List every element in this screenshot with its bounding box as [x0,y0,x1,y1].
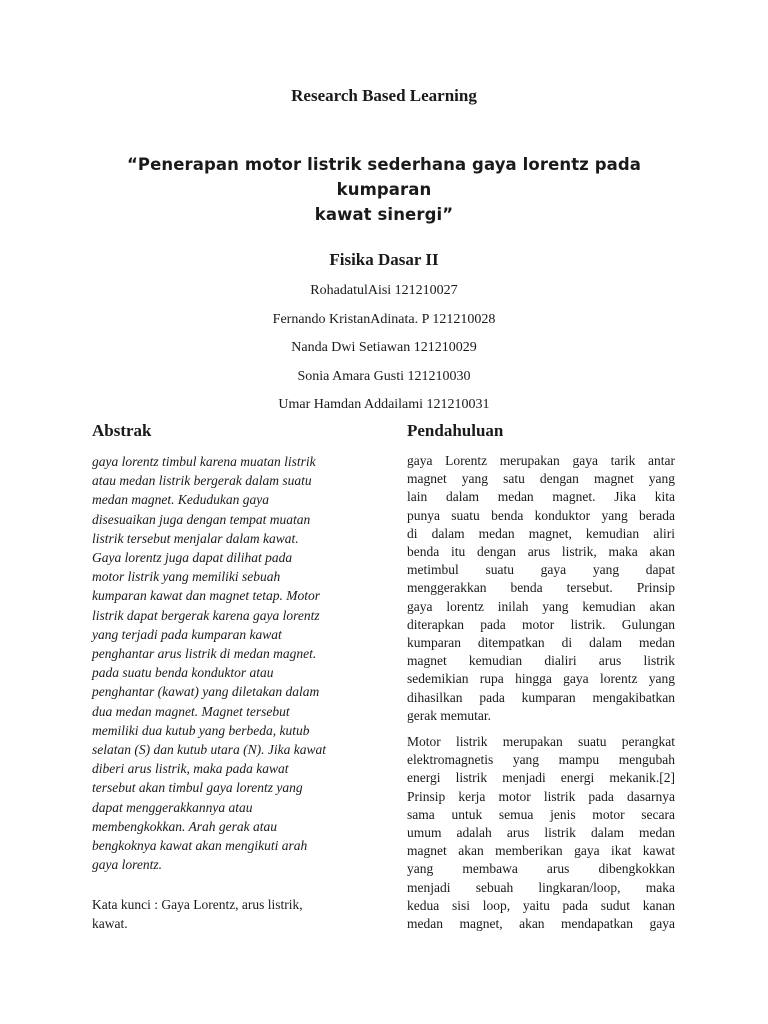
introduction-line: Prinsip kerja motor listrik pada dasarnya [407,788,675,804]
introduction-line: medan magnet, akan mendapatkan gaya [407,916,675,932]
introduction-line: punya suatu benda konduktor yang berada [407,507,675,523]
abstract-line: listrik tersebut menjalar dalam kawat. [92,530,299,546]
abstract-line: kumparan kawat dan magnet tetap. Motor [92,588,320,604]
introduction-line: Motor listrik merupakan suatu perangkat [407,734,675,749]
introduction-heading: Pendahuluan [407,421,504,440]
introduction-line: kedua sisi loop, yaitu pada sudut kanan [407,897,675,913]
introduction-paragraph-1 [407,452,675,725]
introduction-line: menjadi sebuah lingkaran/loop, maka [407,879,675,895]
abstract-line: pada suatu benda konduktor atau [92,665,274,681]
abstract-body [92,452,367,874]
abstract-line: membengkokkan. Arah gerak atau [92,818,277,834]
abstract-line: penghantar (kawat) yang diletakan dalam [92,684,320,700]
introduction-line: gerak memutar. [407,707,491,723]
introduction-line: energi listrik menjadi energi mekanik.[2] [407,770,675,786]
abstract-line: penghantar arus listrik di medan magnet. [92,646,317,662]
introduction-line: kumparan ditempatkan di dalam medan [407,635,675,651]
introduction-line: sama untuk semua jenis motor secara [407,806,675,822]
introduction-line: magnet yang satu dengan magnet yang [407,471,675,487]
abstract-line: selatan (S) dan kutub utara (N). Jika kawat [92,742,326,758]
introduction-paragraph-2 [407,733,675,933]
paper-title-line: kawat sinergi” [314,205,454,224]
author-entry: Umar Hamdan Addailami 121210031 [278,397,490,412]
author-list [0,280,768,423]
paper-title [80,152,688,227]
introduction-line: magnet akan memberikan gaya ikat kawat [407,843,675,859]
introduction-line: magnet kemudian dialiri arus listrik [407,653,675,669]
abstract-line: yang terjadi pada kumparan kawat [92,626,282,642]
abstract-line: motor listrik yang memiliki sebuah [92,569,281,585]
abstract-line: diberi arus listrik, maka pada kawat [92,761,289,777]
introduction-line: gaya lorentz inilah yang kemudian akan [407,598,675,614]
introduction-line: dihasilkan pada kumparan mengakibatkan [407,689,675,705]
introduction-line: lain dalam medan magnet. Jika kita [407,489,675,505]
abstract-line: Gaya lorentz juga dapat dilihat pada [92,550,293,566]
course-label: Research Based Learning [291,86,477,105]
keywords-line: kawat. [92,916,128,932]
subject-heading: Fisika Dasar II [329,250,439,269]
abstract-line: gaya lorentz. [92,857,162,873]
abstract-line: gaya lorentz timbul karena muatan listrik [92,454,316,469]
abstract-line: listrik dapat bergerak karena gaya lorentz [92,607,320,623]
introduction-line: yang membawa arus dibengkokkan [407,861,675,877]
abstract-line: dua medan magnet. Magnet tersebut [92,703,290,719]
introduction-line: umum adalah arus listrik dalam medan [407,825,675,841]
abstract-heading: Abstrak [92,421,152,440]
abstract-line: memiliki dua kutub yang berbeda, kutub [92,722,310,738]
keywords [92,895,367,933]
author-entry: Nanda Dwi Setiawan 121210029 [291,340,477,355]
author-entry: RohadatulAisi 121210027 [310,283,458,298]
introduction-line: metimbul suatu gaya yang dapat [407,562,675,578]
introduction-line: sedemikian rupa hingga gaya lorentz yang [407,671,675,687]
abstract-line: dapat menggerakkannya atau [92,799,253,815]
introduction-line: gaya Lorentz merupakan gaya tarik antar [407,453,675,468]
introduction-line: elektromagnetis yang mampu mengubah [407,752,675,768]
author-entry: Sonia Amara Gusti 121210030 [297,368,471,384]
introduction-line: diterapkan pada motor listrik. Gulungan [407,616,675,632]
introduction-line: di dalam medan magnet, kemudian aliri [407,525,675,541]
keywords-line: Kata kunci : Gaya Lorentz, arus listrik, [92,897,303,912]
introduction-line: benda itu dengan arus listrik, maka akan [407,544,675,560]
paper-title-line: “Penerapan motor listrik sederhana gaya lorentz pada kumparan [126,155,642,199]
abstract-line: tersebut akan timbul gaya lorentz yang [92,780,303,796]
abstract-line: disesuaikan juga dengan tempat muatan [92,511,311,527]
abstract-line: atau medan listrik bergerak dalam suatu [92,473,312,489]
abstract-line: bengkoknya kawat akan mengikuti arah [92,838,308,854]
introduction-line: menggerakkan benda tersebut. Prinsip [407,580,675,596]
author-entry: Fernando KristanAdinata. P 121210028 [272,311,496,327]
abstract-line: medan magnet. Kedudukan gaya [92,492,269,508]
